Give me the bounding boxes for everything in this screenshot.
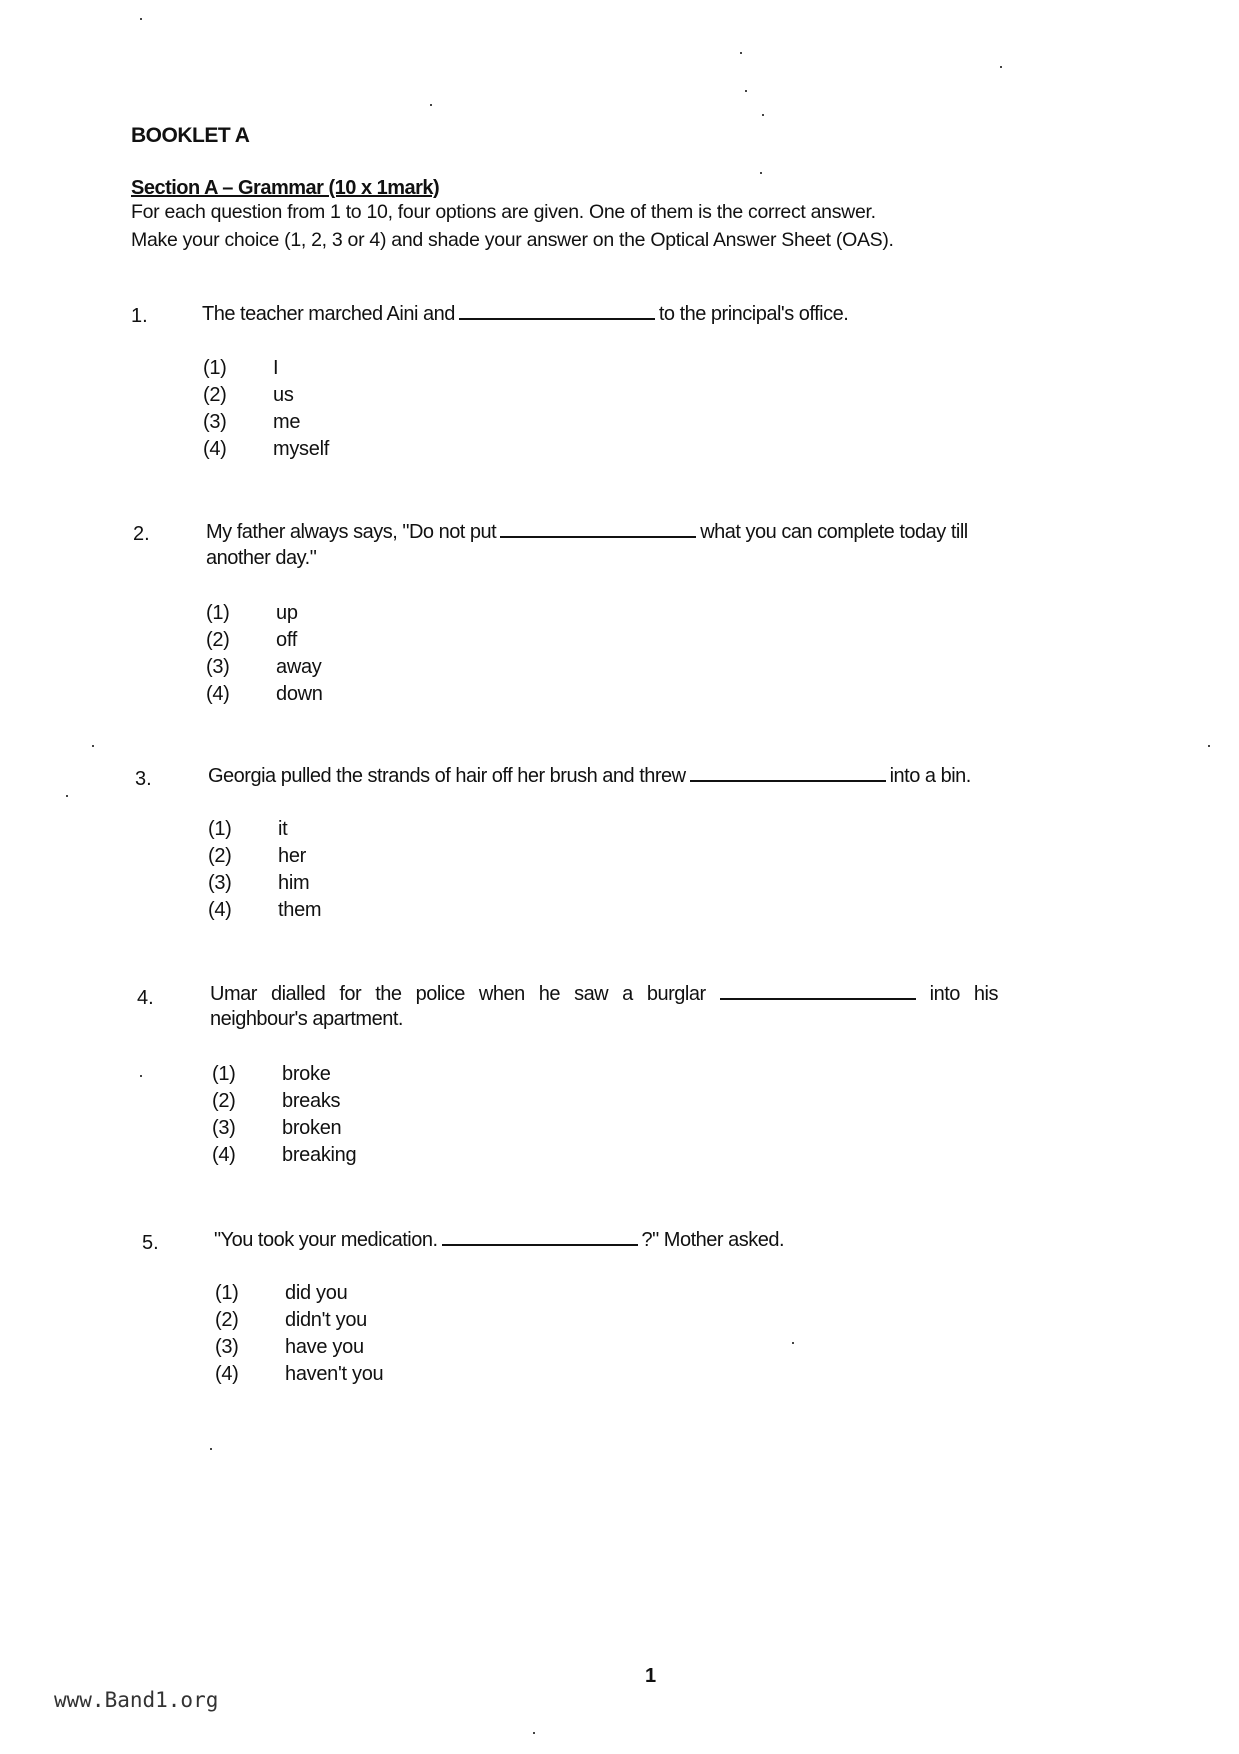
scan-speck xyxy=(140,1075,142,1077)
answer-blank xyxy=(459,300,655,320)
option xyxy=(212,1117,356,1144)
option xyxy=(206,683,323,710)
option-label: (2) xyxy=(212,1090,236,1112)
option-text: I xyxy=(273,357,279,379)
scan-speck xyxy=(760,172,762,174)
option xyxy=(203,384,329,411)
options-list xyxy=(212,1063,356,1171)
option-label: (1) xyxy=(215,1282,239,1304)
question-number: 3. xyxy=(135,768,152,790)
option-label: (2) xyxy=(208,845,232,867)
option-text: him xyxy=(278,872,310,894)
question-text-after: into a bin. xyxy=(889,765,971,787)
scan-speck xyxy=(140,18,142,20)
option xyxy=(208,899,321,926)
scan-speck xyxy=(1208,745,1210,747)
option xyxy=(208,872,321,899)
option-text: breaks xyxy=(282,1090,341,1112)
watermark: www.Band1.org xyxy=(54,1688,219,1712)
scan-speck xyxy=(740,52,742,54)
question-text-before: My father always says, "Do not put xyxy=(206,521,497,543)
question-text xyxy=(202,300,848,326)
answer-blank xyxy=(690,762,886,782)
option-text: haven't you xyxy=(285,1363,384,1385)
option-label: (3) xyxy=(208,872,232,894)
option xyxy=(215,1363,383,1390)
question-text xyxy=(214,1226,784,1252)
option-label: (2) xyxy=(206,629,230,651)
booklet-title: BOOKLET A xyxy=(131,124,250,147)
option-text: myself xyxy=(273,438,329,460)
option-label: (1) xyxy=(208,818,232,840)
scan-speck xyxy=(533,1732,535,1734)
option xyxy=(206,602,323,629)
option xyxy=(206,656,323,683)
option-text: away xyxy=(276,656,322,678)
option-label: (1) xyxy=(203,357,227,379)
option-text: broke xyxy=(282,1063,331,1085)
question-text-after: ?" Mother asked. xyxy=(641,1229,785,1251)
option-label: (4) xyxy=(206,683,230,705)
scan-speck xyxy=(745,90,747,92)
question-text xyxy=(206,518,968,544)
option xyxy=(212,1063,356,1090)
option-text: them xyxy=(278,899,322,921)
option-label: (2) xyxy=(203,384,227,406)
option-label: (1) xyxy=(212,1063,236,1085)
options-list xyxy=(203,357,329,465)
scan-speck xyxy=(762,114,764,116)
option xyxy=(203,357,329,384)
option-text: breaking xyxy=(282,1144,357,1166)
scan-speck xyxy=(66,795,68,797)
question-text-after: what you can complete today till xyxy=(700,521,968,543)
question-number: 5. xyxy=(142,1232,159,1254)
option-label: (1) xyxy=(206,602,230,624)
option xyxy=(215,1309,383,1336)
question-text-before: The teacher marched Aini and xyxy=(202,303,455,325)
option-label: (3) xyxy=(215,1336,239,1358)
options-list xyxy=(208,818,321,926)
question-number: 4. xyxy=(137,987,154,1009)
scan-speck xyxy=(430,104,432,106)
question-text-after: into his xyxy=(929,983,998,1005)
option xyxy=(215,1336,383,1363)
option-text: up xyxy=(276,602,298,624)
option xyxy=(208,818,321,845)
option-label: (4) xyxy=(208,899,232,921)
option-label: (2) xyxy=(215,1309,239,1331)
options-list xyxy=(206,602,323,710)
question-text-after: to the principal's office. xyxy=(658,303,849,325)
answer-blank xyxy=(720,980,916,1000)
answer-blank xyxy=(442,1226,638,1246)
option-text: us xyxy=(273,384,294,406)
option-text: me xyxy=(273,411,301,433)
option xyxy=(203,411,329,438)
question-text xyxy=(210,980,998,1006)
option-text: off xyxy=(276,629,297,651)
option-label: (4) xyxy=(215,1363,239,1385)
option-label: (3) xyxy=(203,411,227,433)
option xyxy=(212,1144,356,1171)
section-title: Section A – Grammar (10 x 1mark) xyxy=(131,177,440,199)
option-text: broken xyxy=(282,1117,342,1139)
option-label: (3) xyxy=(212,1117,236,1139)
option-text: down xyxy=(276,683,323,705)
option xyxy=(203,438,329,465)
question-number: 2. xyxy=(133,523,150,545)
question-text-line-2: neighbour's apartment. xyxy=(210,1008,403,1030)
question-text xyxy=(208,762,971,788)
question-text-before: Georgia pulled the strands of hair off her brush and threw xyxy=(208,765,686,787)
question-text-before: "You took your medication. xyxy=(214,1229,438,1251)
instruction-line-1: For each question from 1 to 10, four options are given. One of them is the correct answer. xyxy=(131,201,876,223)
option-text: her xyxy=(278,845,307,867)
options-list xyxy=(215,1282,383,1390)
option xyxy=(208,845,321,872)
option xyxy=(212,1090,356,1117)
option-text: didn't you xyxy=(285,1309,367,1331)
option xyxy=(206,629,323,656)
question-number: 1. xyxy=(131,305,148,327)
scan-speck xyxy=(792,1342,794,1344)
option-label: (3) xyxy=(206,656,230,678)
page-number: 1 xyxy=(645,1665,657,1687)
option-label: (4) xyxy=(203,438,227,460)
option-text: did you xyxy=(285,1282,348,1304)
answer-blank xyxy=(500,518,696,538)
scan-speck xyxy=(1000,66,1002,68)
instruction-line-2: Make your choice (1, 2, 3 or 4) and shade your answer on the Optical Answer Sheet (OAS). xyxy=(131,229,894,251)
option-label: (4) xyxy=(212,1144,236,1166)
option-text: it xyxy=(278,818,288,840)
scan-speck xyxy=(92,745,94,747)
question-text-line-2: another day." xyxy=(206,547,317,569)
scan-speck xyxy=(210,1448,212,1450)
question-text-before: Umar dialled for the police when he saw a burglar xyxy=(210,983,706,1005)
option-text: have you xyxy=(285,1336,364,1358)
option xyxy=(215,1282,383,1309)
